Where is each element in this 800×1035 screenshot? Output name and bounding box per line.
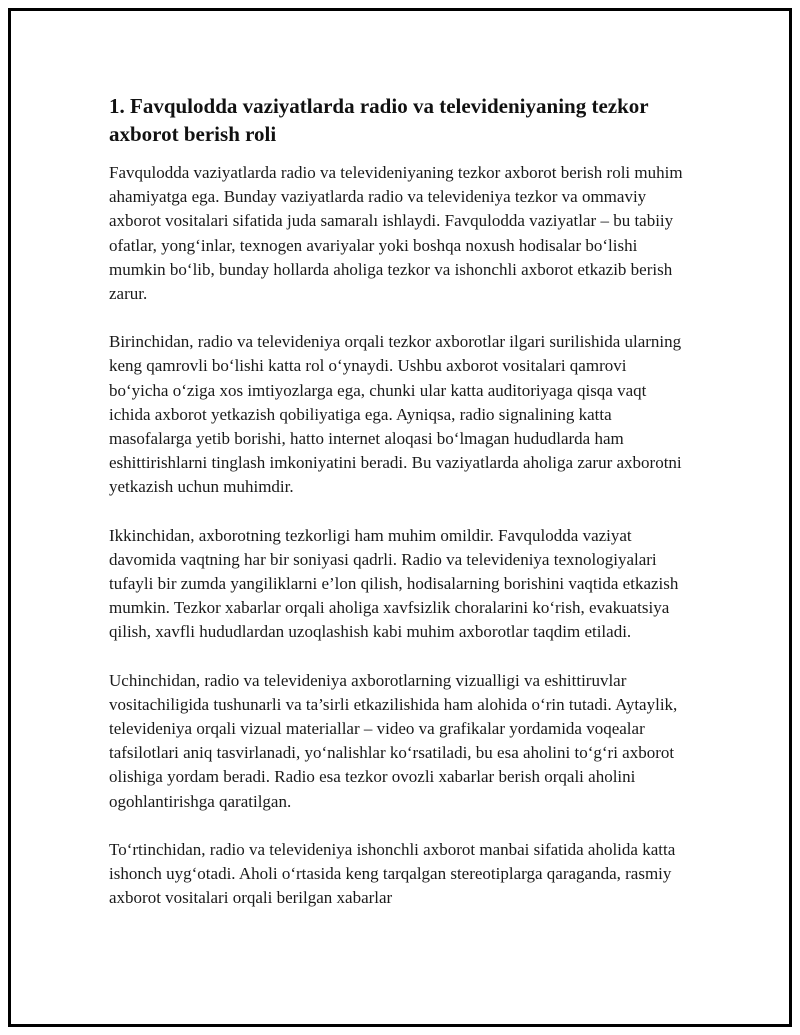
document-body	[109, 92, 689, 934]
paragraph-first: Birinchidan, radio va televideniya orqali tezkor axborotlar ilgari surilishida ularning keng qamrovli bo‘lishi katta rol o‘ynaydi. Ushbu axborot vositalari qamrovi bo‘yicha o‘ziga xos imtiyozlarga ega, chunki ular katta auditoriyaga qisqa vaqt ichida axborot yetkazish qobiliyatiga ega. Ayniqsa, radio signalining katta masofalarga yetib borishi, hatto internet aloqasi bo‘lmagan hududlarda ham eshittirishlarni tinglash imkoniyatini beradi. Bu vaziyatlarda aholiga zarur axborotni yetkazish uchun muhimdir.	[109, 332, 682, 497]
paragraph-second: Ikkinchidan, axborotning tezkorligi ham muhim omildir. Favqulodda vaziyat davomida vaqtning har bir soniyasi qadrli. Radio va televideniya texnologiyalari tufayli bir zumda yangiliklarni e’lon qilish, hodisalarning borishini vaqtida etkazish mumkin. Tezkor xabarlar orqali aholiga xavfsizlik choralarini ko‘rish, evakuatsiya qilish, xavfli hududlardan uzoqlashish kabi muhim axborotlar taqdim etiladi.	[109, 525, 679, 642]
paragraph-third: Uchinchidan, radio va televideniya axborotlarning vizualligi va eshittiruvlar vositachiligida tushunarli va ta’sirli etkazilishida ham alohida o‘rin tutadi. Aytaylik, televideniya orqali vizual materiallar – video va grafikalar yordamida voqealar tafsilotlari aniq tasvirlanadi, yo‘nalishlar ko‘rsatiladi, bu esa aholini to‘g‘ri axborot olishiga yordam beradi. Radio esa tezkor ovozli xabarlar berish orqali aholini ogohlantirishga qaratilgan.	[109, 670, 678, 811]
section-heading: 1. Favqulodda vaziyatlarda radio va televideniyaning tezkor axborot berish roli	[109, 94, 649, 146]
paragraph-intro: Favqulodda vaziyatlarda radio va televideniyaning tezkor axborot berish roli muhim ahamiyatga ega. Bunday vaziyatlarda radio va televideniya tezkor va ommaviy axborot vositalari sifatida juda samaralı ishlaydi. Favqulodda vaziyatlar – bu tabiiy ofatlar, yong‘inlar, texnogen avariyalar yoki boshqa noxush hodisalar bo‘lishi mumkin bo‘lib, bunday hollarda aholiga tezkor va ishonchli axborot etkazib berish zarur.	[109, 163, 683, 304]
paragraph-fourth: To‘rtinchidan, radio va televideniya ishonchli axborot manbai sifatida aholida katta ishonch uyg‘otadi. Aholi o‘rtasida keng tarqalgan stereotiplarga qaraganda, rasmiy axborot vositalari orqali berilgan xabarlar	[109, 839, 676, 908]
